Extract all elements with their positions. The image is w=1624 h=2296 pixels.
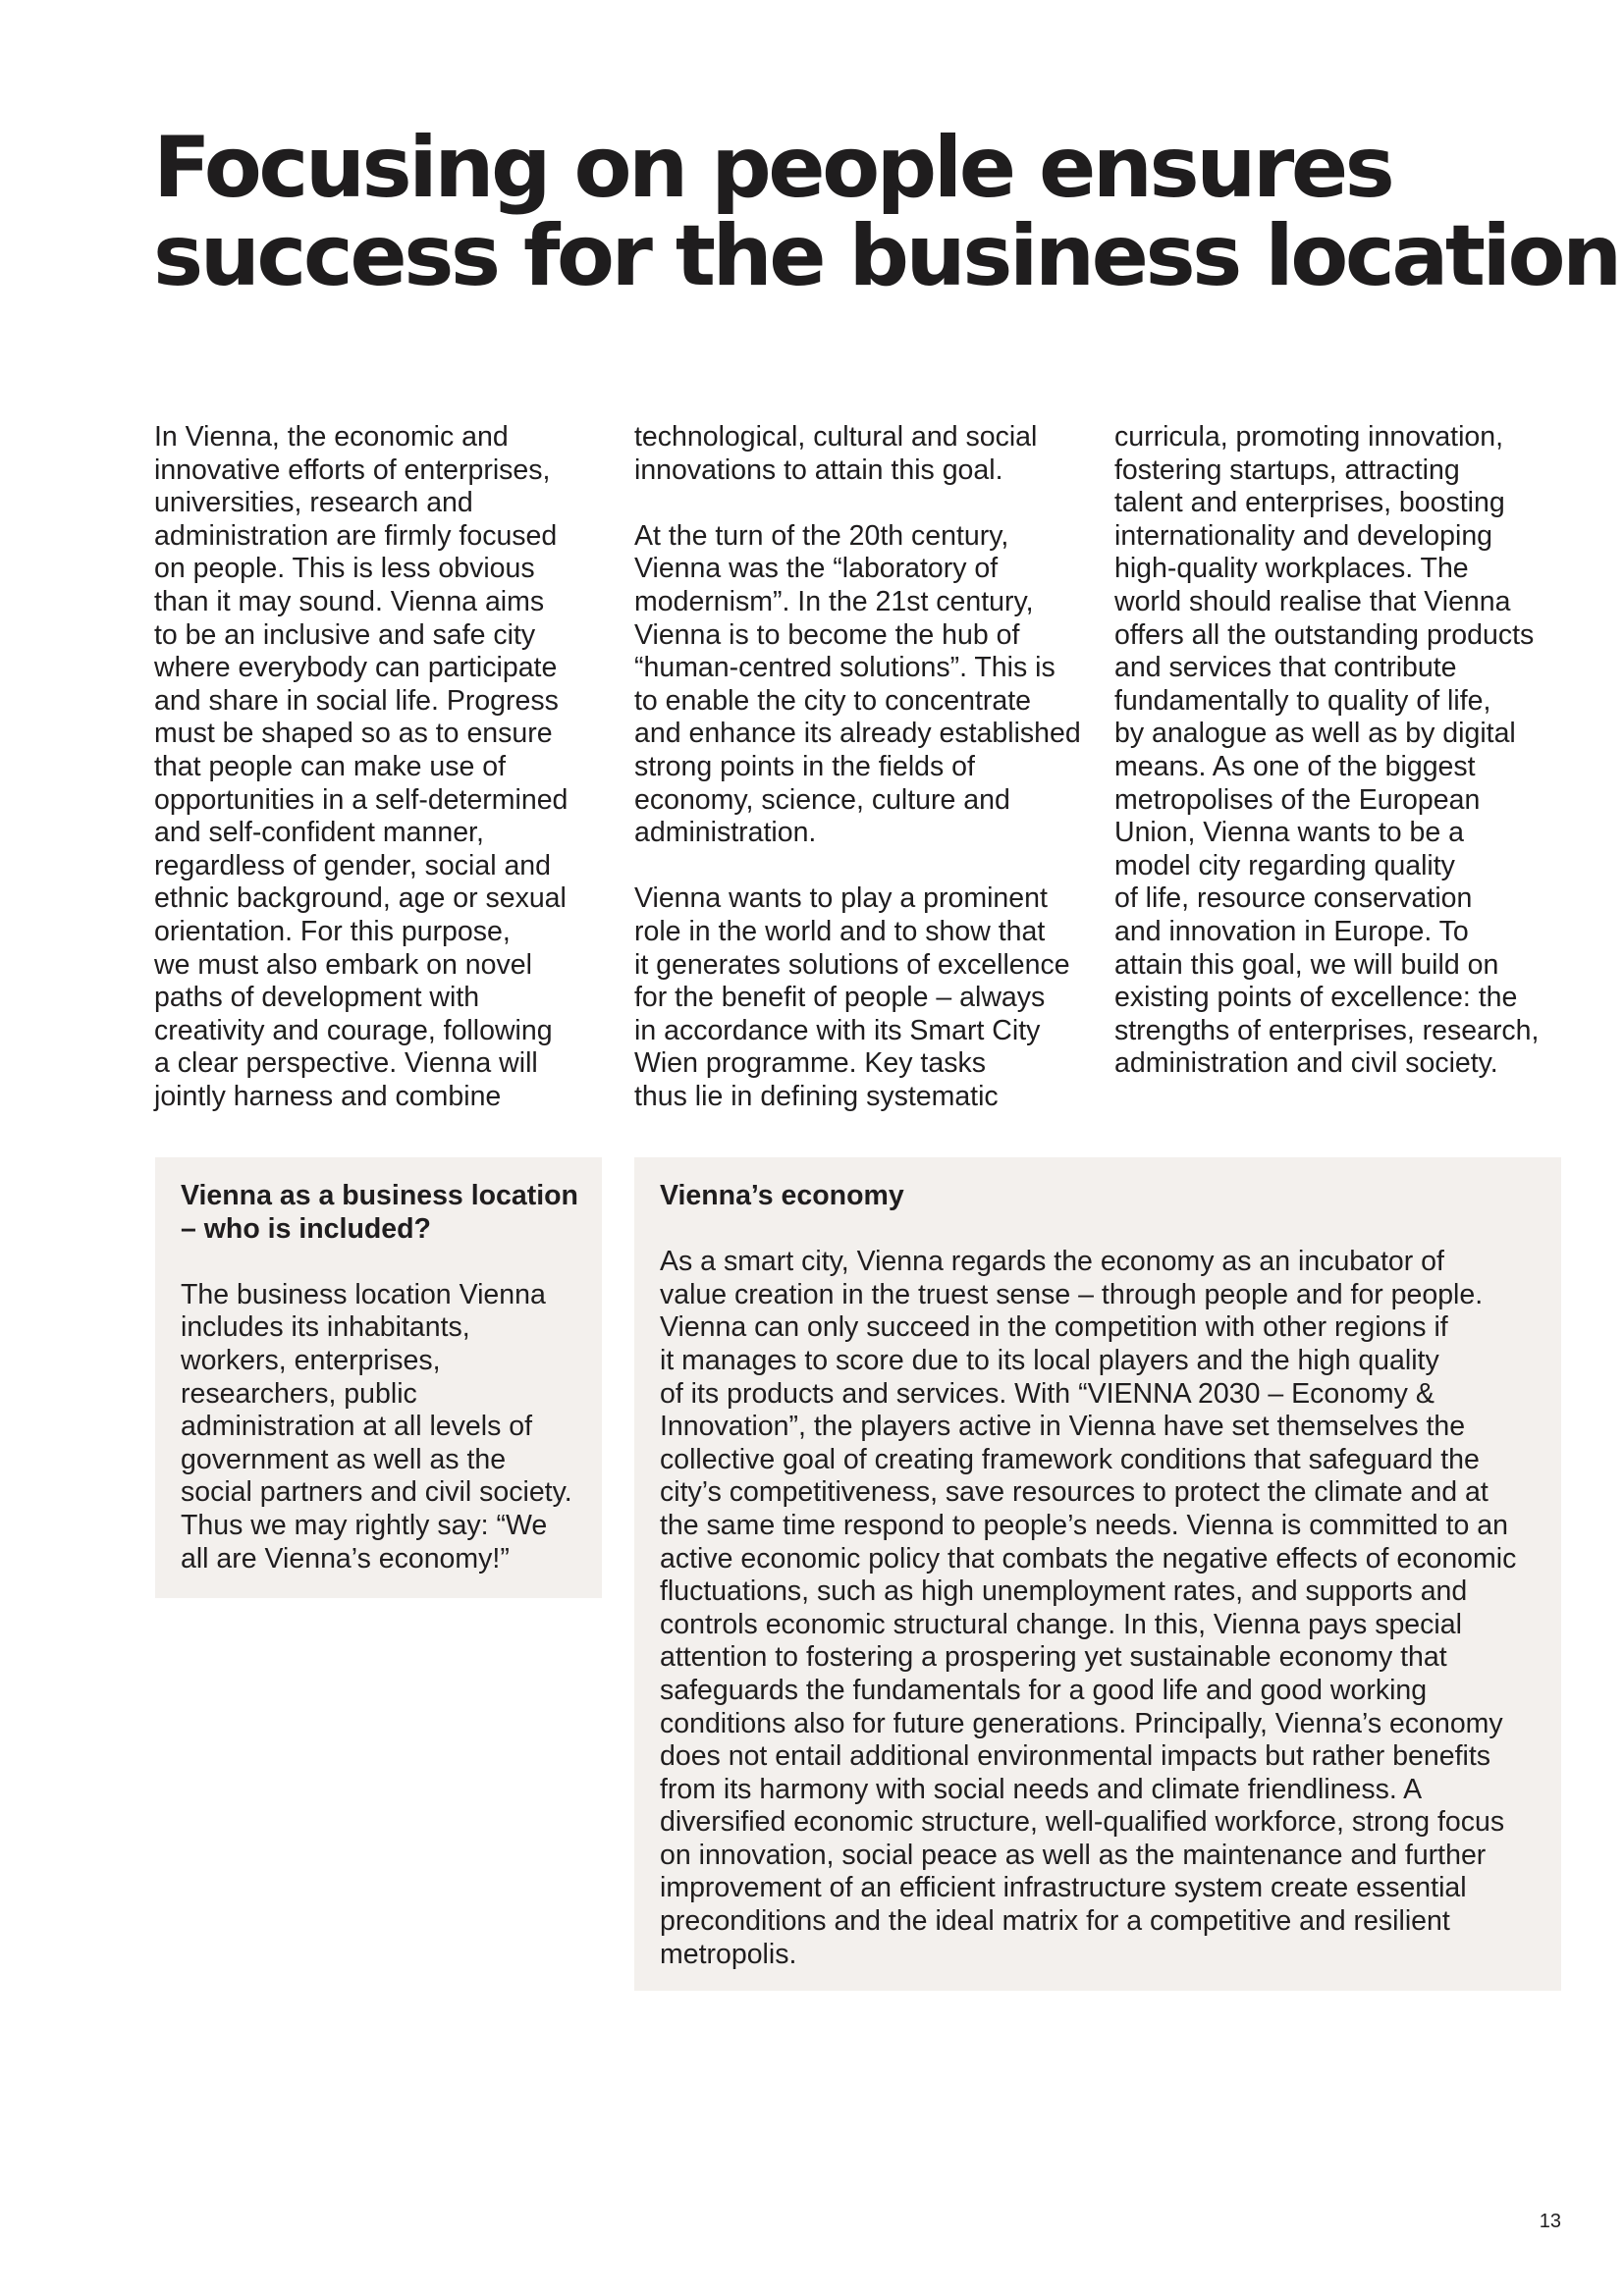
text-line: “human-centred solutions”. This is xyxy=(634,652,1056,684)
text-line: creativity and courage, following xyxy=(154,1014,553,1046)
info-box-body xyxy=(660,1246,1536,1971)
text-line: a clear perspective. Vienna will xyxy=(154,1047,538,1080)
text-line: and innovation in Europe. To xyxy=(1114,915,1469,947)
info-box-heading-line: Vienna as a business location xyxy=(181,1180,578,1211)
info-box-heading xyxy=(181,1180,576,1246)
text-line: on innovation, social peace as well as the maintenance and further xyxy=(660,1839,1487,1871)
text-line: preconditions and the ideal matrix for a competitive and resilient xyxy=(660,1905,1450,1938)
text-line: metropolises of the European xyxy=(1114,783,1481,816)
text-line: Wien programme. Key tasks xyxy=(634,1047,986,1080)
text-line: universities, research and xyxy=(154,487,473,519)
text-line: to be an inclusive and safe city xyxy=(154,618,536,651)
text-line: offers all the outstanding products xyxy=(1114,618,1535,651)
info-box-economy xyxy=(634,1157,1561,1991)
text-line: workers, enterprises, xyxy=(181,1344,441,1376)
text-line: As a smart city, Vienna regards the economy as an incubator of xyxy=(660,1246,1444,1278)
text-line: does not entail additional environmental impacts but rather benefits xyxy=(660,1740,1491,1773)
body-column-1 xyxy=(154,421,586,1113)
text-line: modernism”. In the 21st century, xyxy=(634,585,1034,617)
text-line: it generates solutions of excellence xyxy=(634,948,1070,981)
text-line: In Vienna, the economic and xyxy=(154,421,509,453)
text-line: to enable the city to concentrate xyxy=(634,684,1032,717)
text-line: Vienna can only succeed in the competition with other regions if xyxy=(660,1311,1448,1344)
text-line: attain this goal, we will build on xyxy=(1114,948,1499,981)
text-line: Union, Vienna wants to be a xyxy=(1114,817,1464,849)
text-line: active economic policy that combats the negative effects of economic xyxy=(660,1542,1517,1575)
text-line: by analogue as well as by digital xyxy=(1114,718,1516,750)
text-line: paths of development with xyxy=(154,982,480,1014)
text-line: opportunities in a self-determined xyxy=(154,783,568,816)
text-line: Vienna wants to play a prominent xyxy=(634,882,1048,915)
page-title-line: Focusing on people ensures xyxy=(153,119,1392,217)
text-line: world should realise that Vienna xyxy=(1114,585,1511,617)
body-column-3 xyxy=(1114,421,1546,1081)
text-line: means. As one of the biggest xyxy=(1114,750,1476,782)
text-line: innovations to attain this goal. xyxy=(634,454,1003,486)
text-line: collective goal of creating framework conditions that safeguard the xyxy=(660,1443,1480,1475)
text-line: strengths of enterprises, research, xyxy=(1114,1014,1540,1046)
info-box-body xyxy=(181,1279,576,1575)
text-line: Thus we may rightly say: “We xyxy=(181,1509,548,1541)
info-box-business-location xyxy=(155,1157,602,1598)
text-line: we must also embark on novel xyxy=(154,948,532,981)
text-line: administration are firmly focused xyxy=(154,519,558,552)
text-line: strong points in the fields of xyxy=(634,750,975,782)
text-line: metropolis. xyxy=(660,1938,797,1970)
text-line: controls economic structural change. In this, Vienna pays special xyxy=(660,1608,1462,1640)
paragraph-gap xyxy=(634,487,1066,520)
text-line: in accordance with its Smart City xyxy=(634,1014,1041,1046)
text-line: curricula, promoting innovation, xyxy=(1114,421,1504,453)
text-line: safeguards the fundamentals for a good life and good working xyxy=(660,1674,1428,1706)
text-line: jointly harness and combine xyxy=(154,1080,502,1112)
body-column-2 xyxy=(634,421,1081,1113)
text-line: and self-confident manner, xyxy=(154,817,484,849)
text-line: model city regarding quality xyxy=(1114,849,1455,881)
text-line: administration at all levels of xyxy=(181,1411,533,1443)
text-line: Innovation”, the players active in Vienna have set themselves the xyxy=(660,1411,1466,1443)
text-line: researchers, public xyxy=(181,1377,417,1410)
text-line: innovative efforts of enterprises, xyxy=(154,454,551,486)
text-line: thus lie in defining systematic xyxy=(634,1080,999,1112)
text-line: fluctuations, such as high unemployment rates, and supports and xyxy=(660,1575,1468,1608)
text-line: must be shaped so as to ensure xyxy=(154,718,553,750)
text-line: it manages to score due to its local players and the high quality xyxy=(660,1344,1439,1376)
text-line: Vienna was the “laboratory of xyxy=(634,553,999,585)
text-line: internationality and developing xyxy=(1114,519,1493,552)
page-number: 13 xyxy=(1539,2211,1561,2232)
page-title-line: success for the business location xyxy=(153,207,1619,305)
text-line: of its products and services. With “VIENNA 2030 – Economy & xyxy=(660,1377,1435,1410)
text-line: value creation in the truest sense – through people and for people. xyxy=(660,1278,1484,1310)
paragraph-gap xyxy=(634,850,1066,883)
text-line: and services that contribute xyxy=(1114,652,1457,684)
text-line: At the turn of the 20th century, xyxy=(634,519,1009,552)
info-box-heading: Vienna’s economy xyxy=(660,1180,904,1211)
text-line: fundamentally to quality of life, xyxy=(1114,684,1491,717)
text-line: where everybody can participate xyxy=(154,652,558,684)
text-line: ethnic background, age or sexual xyxy=(154,882,567,915)
text-line: The business location Vienna xyxy=(181,1278,546,1310)
text-line: administration. xyxy=(634,817,817,849)
text-line: and share in social life. Progress xyxy=(154,684,559,717)
text-line: from its harmony with social needs and climate friendliness. A xyxy=(660,1773,1423,1805)
text-line: economy, science, culture and xyxy=(634,783,1010,816)
paragraph-gap xyxy=(181,1246,576,1279)
text-line: improvement of an efficient infrastructure system create essential xyxy=(660,1872,1467,1904)
text-line: existing points of excellence: the xyxy=(1114,982,1518,1014)
text-line: technological, cultural and social xyxy=(634,421,1038,453)
text-line: talent and enterprises, boosting xyxy=(1114,487,1505,519)
text-line: than it may sound. Vienna aims xyxy=(154,585,545,617)
text-line: government as well as the xyxy=(181,1443,507,1475)
page-title xyxy=(153,119,1619,305)
text-line: city’s competitiveness, save resources to protect the climate and at xyxy=(660,1476,1489,1509)
text-line: all are Vienna’s economy!” xyxy=(181,1542,510,1575)
text-line: attention to fostering a prospering yet sustainable economy that xyxy=(660,1641,1447,1674)
text-line: diversified economic structure, well-qualified workforce, strong focus xyxy=(660,1806,1505,1839)
text-line: regardless of gender, social and xyxy=(154,849,552,881)
text-line: and enhance its already established xyxy=(634,718,1081,750)
text-line: high-quality workplaces. The xyxy=(1114,553,1469,585)
text-line: for the benefit of people – always xyxy=(634,982,1046,1014)
text-line: that people can make use of xyxy=(154,750,507,782)
text-line: Vienna is to become the hub of xyxy=(634,618,1020,651)
info-box-heading-line: – who is included? xyxy=(181,1212,431,1245)
text-line: social partners and civil society. xyxy=(181,1476,572,1509)
text-line: administration and civil society. xyxy=(1114,1047,1498,1080)
text-line: orientation. For this purpose, xyxy=(154,915,511,947)
paragraph-gap xyxy=(660,1213,1536,1247)
text-line: on people. This is less obvious xyxy=(154,553,535,585)
text-line: includes its inhabitants, xyxy=(181,1311,470,1344)
text-line: the same time respond to people’s needs. Vienna is committed to an xyxy=(660,1509,1508,1541)
text-line: role in the world and to show that xyxy=(634,915,1046,947)
text-line: fostering startups, attracting xyxy=(1114,454,1460,486)
text-line: of life, resource conservation xyxy=(1114,882,1473,915)
text-line: conditions also for future generations. Principally, Vienna’s economy xyxy=(660,1707,1503,1739)
